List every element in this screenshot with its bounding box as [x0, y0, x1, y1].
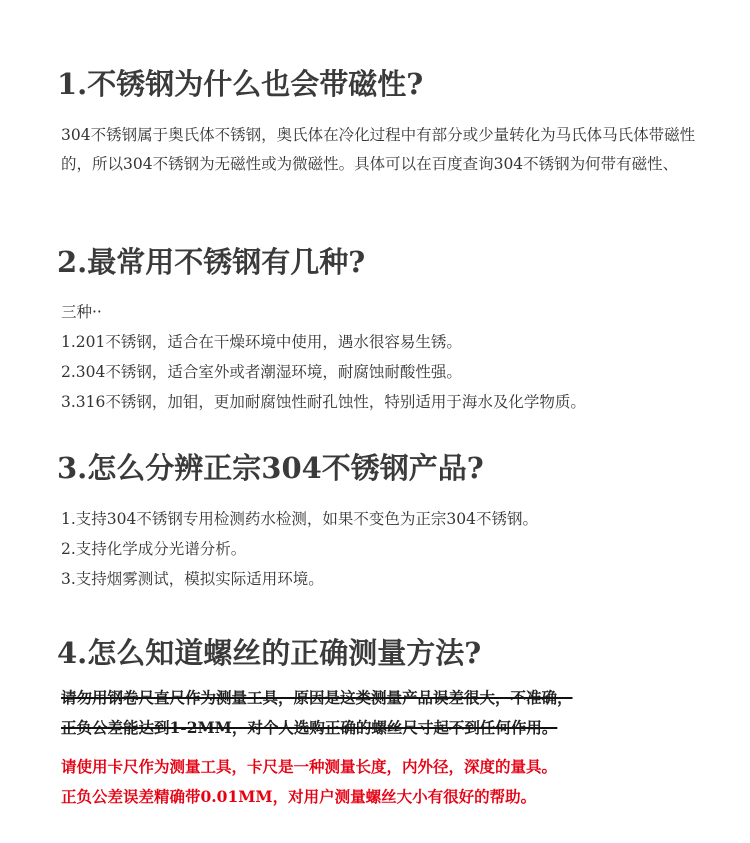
section-4-struck-list [61, 683, 573, 743]
section-4-red-list [61, 752, 557, 812]
struck-line: 正负公差能达到1-2MM，对个人选购正确的螺丝尺寸起不到任何作用。 [61, 718, 558, 737]
section-1-paragraph: 304不锈钢属于奥氏体不锈钢，奥氏体在冷化过程中有部分或少量转化为马氏体马氏体带磁性的，所以304不锈钢为无磁性或为微磁性。具体可以在百度查询304不锈钢为何带有磁性、 [61, 126, 696, 173]
list-item: 3.316不锈钢，加钼，更加耐腐蚀性耐孔蚀性，特别适用于海水及化学物质。 [61, 393, 586, 411]
list-item: 2.支持化学成分光谱分析。 [61, 540, 247, 558]
section-3-title: 3.怎么分辨正宗304不锈钢产品? [57, 451, 484, 485]
list-item: 2.304不锈钢，适合室外或者潮湿环境，耐腐蚀耐酸性强。 [61, 363, 462, 381]
struck-line: 请勿用钢卷尺直尺作为测量工具，原因是这类测量产品误差很大，不准确， [61, 688, 573, 707]
red-line: 请使用卡尺作为测量工具，卡尺是一种测量长度，内外径，深度的量具。 [61, 757, 558, 776]
list-item: 3.支持烟雾测试，模拟实际适用环境。 [61, 570, 324, 588]
section-2-list [61, 297, 586, 417]
list-item: 1.201不锈钢，适合在干燥环境中使用，遇水很容易生锈。 [61, 333, 462, 351]
section-3-list [61, 504, 538, 594]
red-line: 正负公差误差精确带0.01MM，对用户测量螺丝大小有很好的帮助。 [61, 787, 537, 806]
section-2-title: 2.最常用不锈钢有几种? [57, 245, 366, 279]
section-1-title: 1.不锈钢为什么也会带磁性? [57, 67, 424, 101]
section-4-title: 4.怎么知道螺丝的正确测量方法? [57, 636, 482, 670]
list-item: 1.支持304不锈钢专用检测药水检测，如果不变色为正宗304不锈钢。 [61, 510, 538, 528]
list-item: 三种·· [61, 303, 102, 321]
